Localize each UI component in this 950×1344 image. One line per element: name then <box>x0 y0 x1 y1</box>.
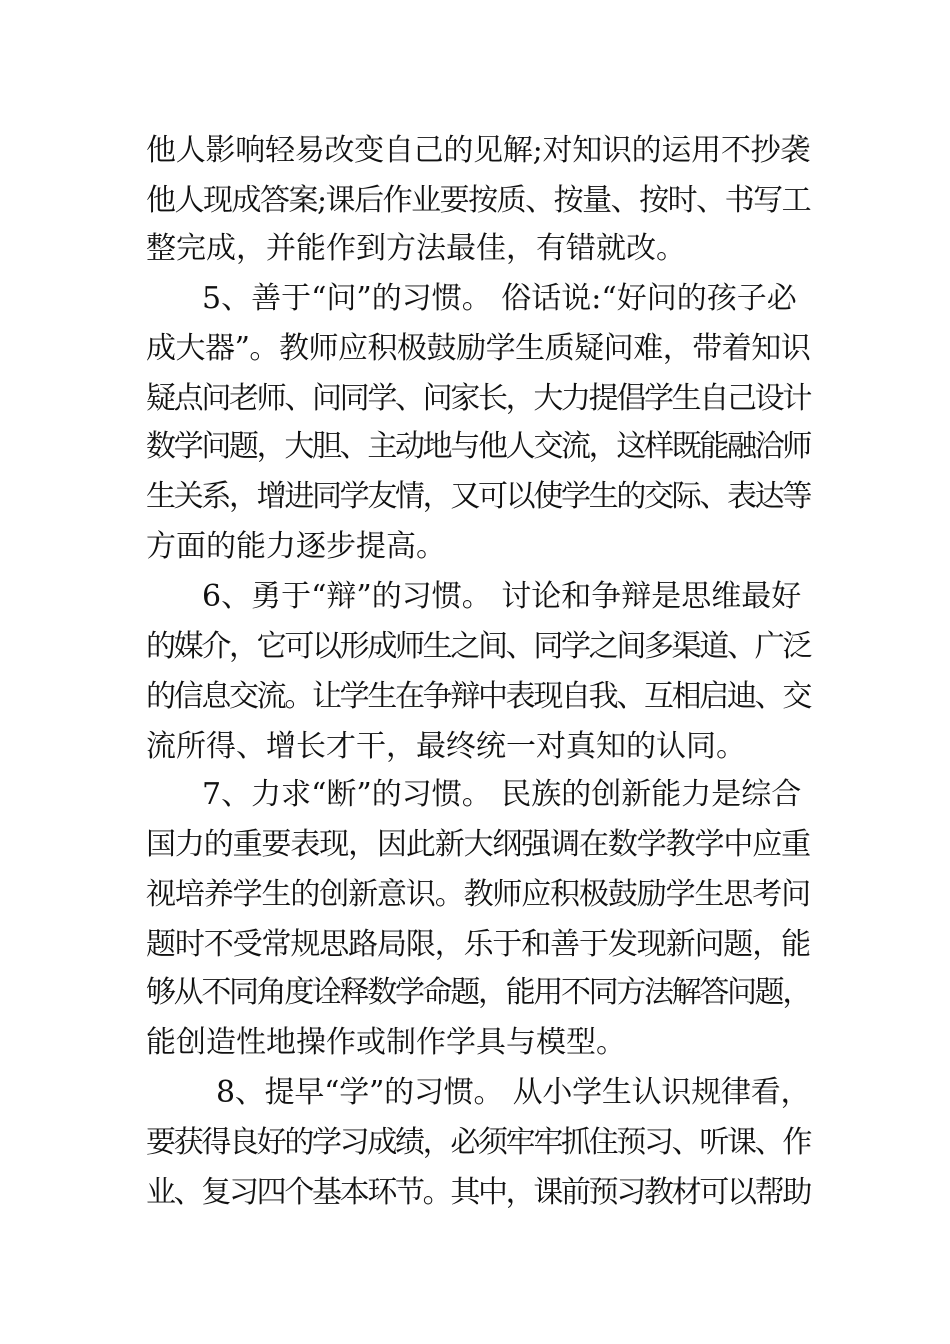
text-line: 他人影响轻易改变自己的见解;对知识的运用不抄袭 <box>146 133 811 168</box>
text-line: 疑点问老师、问同学、问家长，大力提倡学生自己设计 <box>146 381 810 416</box>
text-line: 的信息交流。让学生在争辩中表现自我、互相启迪、交 <box>146 679 810 714</box>
text-line: 的媒介，它可以形成师生之间、同学之间多渠道、广泛 <box>146 629 810 664</box>
text-line: 数学问题，大胆、主动地与他人交流，这样既能融洽师 <box>146 429 810 464</box>
paragraph-7-first-line: 7、力求“断”的习惯。 民族的创新能力是综合 <box>202 777 802 812</box>
text-line: 国力的重要表现，因此新大纲强调在数学教学中应重 <box>146 827 810 862</box>
paragraph-8-first-line: 8、提早“学”的习惯。 从小学生认识规律看， <box>216 1075 811 1110</box>
text-line: 生关系，增进同学友情，又可以使学生的交际、表达等 <box>146 479 810 514</box>
text-line: 他人现成答案;课后作业要按质、按量、按时、书写工 <box>146 183 811 218</box>
text-line: 要获得良好的学习成绩，必须牢牢抓住预习、听课、作 <box>146 1125 810 1160</box>
text-line: 视培养学生的创新意识。教师应积极鼓励学生思考问 <box>146 877 810 912</box>
text-line: 方面的能力逐步提高。 <box>146 529 446 564</box>
paragraph-5-first-line: 5、善于“问”的习惯。 俗话说:“好问的孩子必 <box>202 281 797 316</box>
text-line: 题时不受常规思路局限，乐于和善于发现新问题，能 <box>146 927 810 962</box>
text-line: 能创造性地操作或制作学具与模型。 <box>146 1025 626 1060</box>
text-line: 够从不同角度诠释数学命题，能用不同方法解答问题， <box>146 975 810 1010</box>
text-line: 成大器”。教师应积极鼓励学生质疑问难，带着知识 <box>146 331 811 366</box>
text-line: 业、复习四个基本环节。其中，课前预习教材可以帮助 <box>146 1175 810 1210</box>
text-line: 流所得、增长才干，最终统一对真知的认同。 <box>146 729 746 764</box>
text-line: 整完成，并能作到方法最佳，有错就改。 <box>146 231 686 266</box>
paragraph-6-first-line: 6、勇于“辩”的习惯。 讨论和争辩是思维最好 <box>202 579 802 614</box>
